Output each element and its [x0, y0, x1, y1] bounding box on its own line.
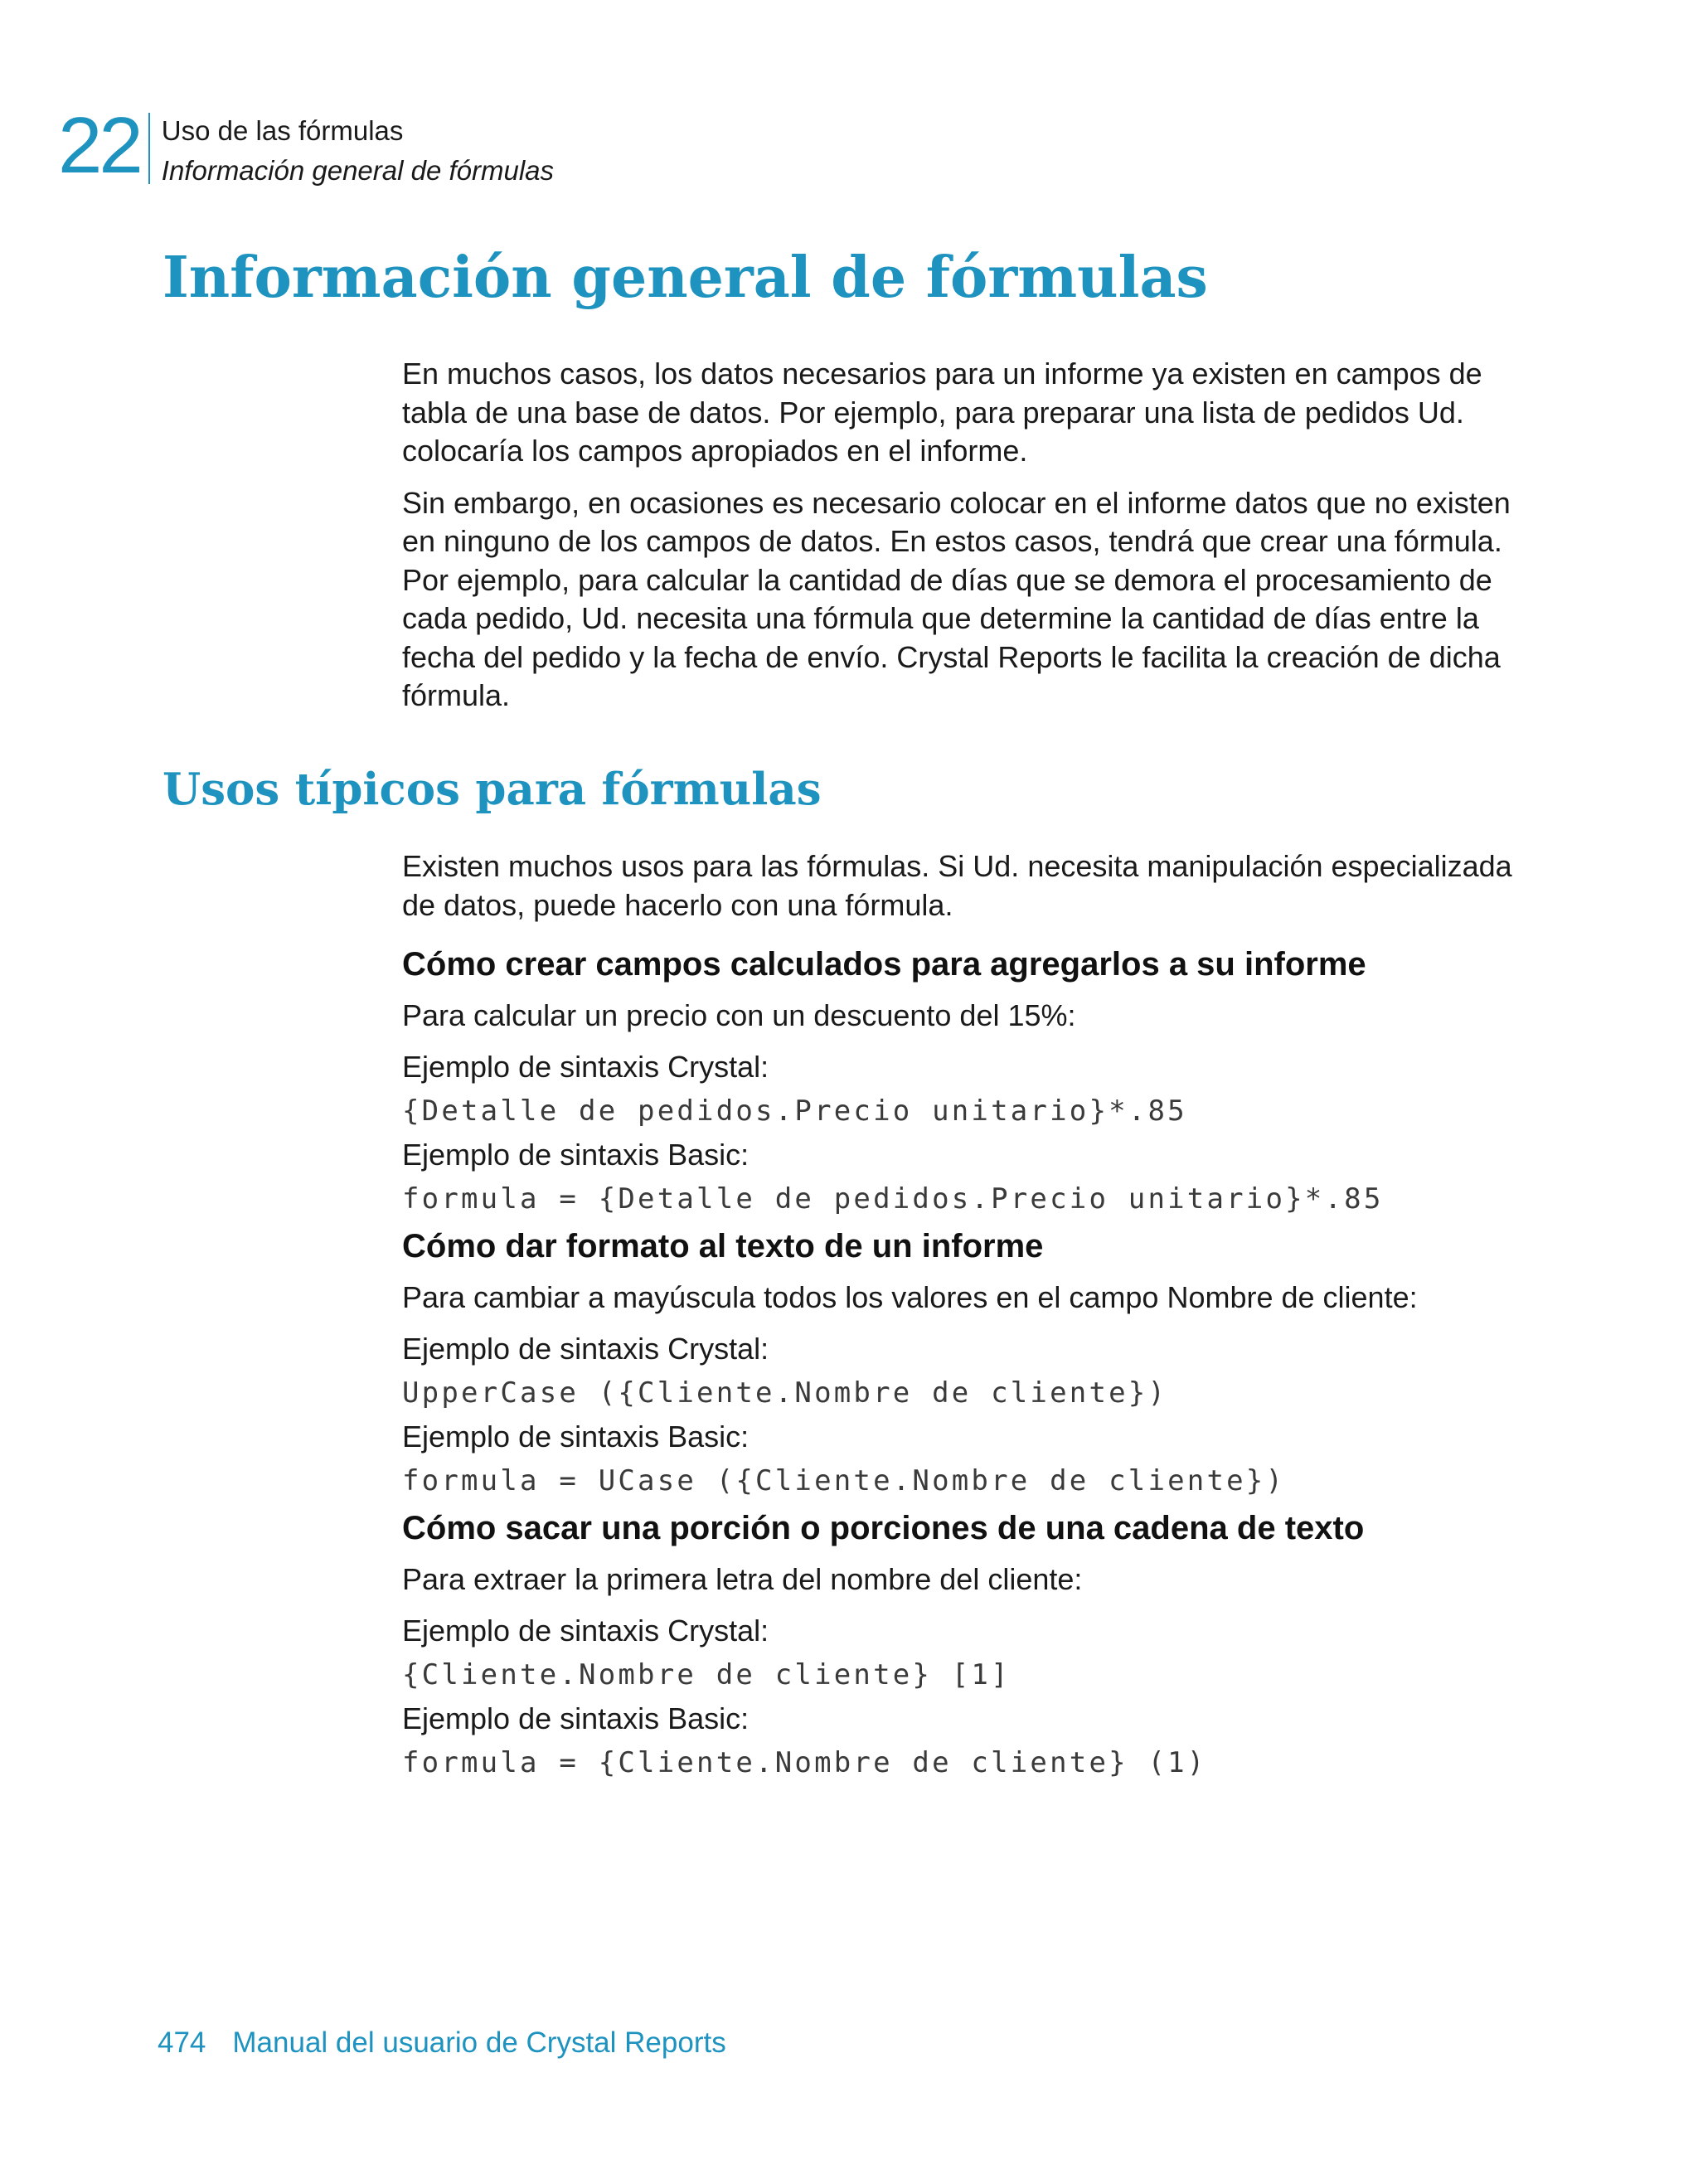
header-divider [148, 113, 150, 184]
section-heading-typical-uses: Usos típicos para fórmulas [163, 764, 822, 815]
basic-code-sample: formula = {Cliente.Nombre de cliente} (1) [402, 1746, 1207, 1779]
overview-body [402, 355, 1521, 716]
subsection-heading: Cómo dar formato al texto de un informe [402, 1228, 1044, 1264]
crystal-syntax-label: Ejemplo de sintaxis Crystal: [402, 1332, 769, 1366]
manual-title: Manual del usuario de Crystal Reports [232, 2026, 726, 2059]
overview-paragraph-1: En muchos casos, los datos necesarios para un informe ya existen en campos de tabla de una base de datos. Por ejemplo, para preparar una lista de pedidos Ud. colocaría los campos apropiados en el informe. [402, 357, 1482, 468]
chapter-title: Uso de las fórmulas [161, 115, 404, 146]
page-footer [158, 2023, 726, 2063]
subsection-description: Para calcular un precio con un descuento del 15%: [402, 998, 1076, 1032]
header-text [162, 106, 554, 191]
subsection-heading: Cómo sacar una porción o porciones de una cadena de texto [402, 1510, 1365, 1546]
subsection-calculated-fields [402, 941, 1521, 1221]
running-header [58, 101, 555, 190]
section-heading-overview: Información general de fórmulas [163, 245, 1208, 311]
crystal-code-sample: {Detalle de pedidos.Precio unitario}*.85 [402, 1094, 1187, 1128]
basic-syntax-label: Ejemplo de sintaxis Basic: [402, 1138, 750, 1172]
crystal-syntax-label: Ejemplo de sintaxis Crystal: [402, 1050, 769, 1084]
subsection-description: Para extraer la primera letra del nombre del cliente: [402, 1562, 1083, 1596]
subsection-text-format [402, 1223, 1521, 1503]
subsection-heading: Cómo crear campos calculados para agregarlos a su informe [402, 946, 1366, 983]
basic-code-sample: formula = {Detalle de pedidos.Precio unitario}*.85 [402, 1182, 1384, 1216]
overview-paragraph-2: Sin embargo, en ocasiones es necesario colocar en el informe datos que no existen en ninguno de los campos de datos. En estos casos, tendrá que crear una fórmula. Por ejemplo, para calcular la cantidad de días que se demora el procesamiento de cada pedido, Ud. necesita una fórmula que determine la cantidad de días entre la fecha del pedido y la fecha de envío. Crystal Reports le facilita la creación de dicha fórmula. [402, 485, 1511, 712]
crystal-code-sample: {Cliente.Nombre de cliente} [1] [402, 1658, 1011, 1691]
chapter-number: 22 [58, 101, 140, 190]
typical-uses-intro: Existen muchos usos para las fórmulas. Si Ud. necesita manipulación especializada de datos, puede hacerlo con una fórmula. [402, 849, 1512, 922]
header-section-title: Información general de fórmulas [161, 155, 555, 186]
basic-syntax-label: Ejemplo de sintaxis Basic: [402, 1701, 750, 1735]
subsection-description: Para cambiar a mayúscula todos los valores en el campo Nombre de cliente: [402, 1280, 1418, 1314]
basic-code-sample: formula = UCase ({Cliente.Nombre de cliente}) [402, 1464, 1286, 1497]
subsection-substrings [402, 1505, 1521, 1785]
crystal-code-sample: UpperCase ({Cliente.Nombre de cliente}) [402, 1376, 1168, 1410]
crystal-syntax-label: Ejemplo de sintaxis Crystal: [402, 1614, 769, 1648]
typical-uses-body [402, 847, 1521, 1785]
page-number: 474 [158, 2026, 206, 2059]
basic-syntax-label: Ejemplo de sintaxis Basic: [402, 1420, 750, 1454]
